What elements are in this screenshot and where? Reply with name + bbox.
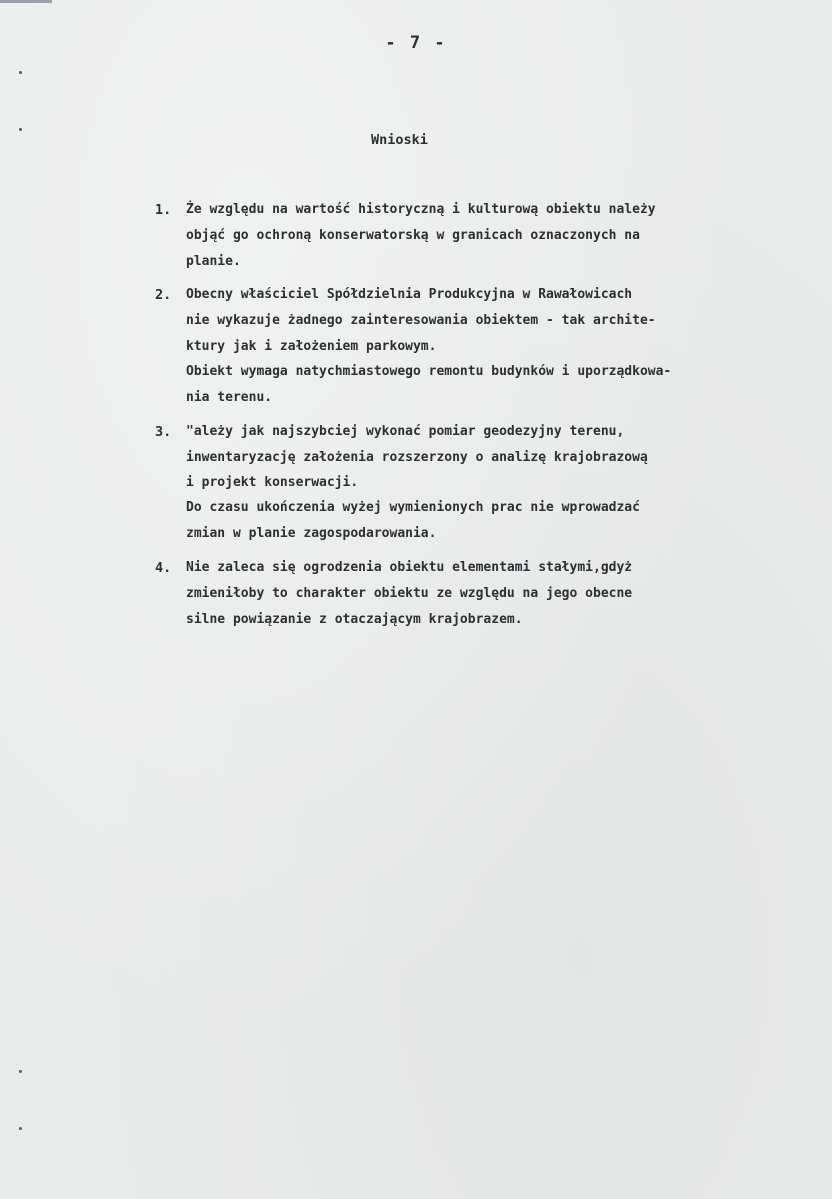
- item-line: planie.: [186, 254, 241, 269]
- section-heading: Wnioski: [371, 132, 428, 148]
- item-line: Obiekt wymaga natychmiastowego remontu budynków i uporządkowa-: [186, 364, 672, 379]
- punch-hole-mark: [19, 128, 22, 131]
- item-line: zmieniłoby to charakter obiektu ze względu na jego obecne: [186, 586, 633, 601]
- item-line: nia terenu.: [186, 390, 273, 405]
- item-number: 2.: [155, 287, 172, 303]
- item-line: Nie zaleca się ogrodzenia obiektu elementami stałymi,gdyż: [186, 560, 633, 575]
- item-line: objąć go ochroną konserwatorską w granicach oznaczonych na: [186, 228, 640, 243]
- item-number: 1.: [155, 202, 172, 218]
- item-line: zmian w planie zagospodarowania.: [186, 526, 437, 541]
- item-line: "ależy jak najszybciej wykonać pomiar geodezyjny terenu,: [186, 424, 625, 439]
- page-number: - 7 -: [385, 33, 447, 53]
- punch-hole-mark: [19, 1127, 22, 1130]
- item-line: inwentaryzację założenia rozszerzony o analizę krajobrazową: [186, 450, 648, 465]
- item-line: ktury jak i założeniem parkowym.: [186, 339, 437, 354]
- item-line: silne powiązanie z otaczającym krajobrazem.: [186, 612, 523, 627]
- item-line: i projekt konserwacji.: [186, 475, 359, 490]
- item-line: Do czasu ukończenia wyżej wymienionych prac nie wprowadzać: [186, 500, 640, 515]
- item-line: Że względu na wartość historyczną i kulturową obiektu należy: [186, 202, 656, 217]
- item-line: Obecny właściciel Spółdzielnia Produkcyjna w Rawałowicach: [186, 287, 633, 302]
- punch-hole-mark: [19, 71, 22, 74]
- item-number: 4.: [155, 560, 172, 576]
- item-line: nie wykazuje żadnego zainteresowania obiektem - tak archite-: [186, 313, 656, 328]
- top-edge-mark: [0, 0, 52, 3]
- punch-hole-mark: [19, 1070, 22, 1073]
- item-number: 3.: [155, 424, 172, 440]
